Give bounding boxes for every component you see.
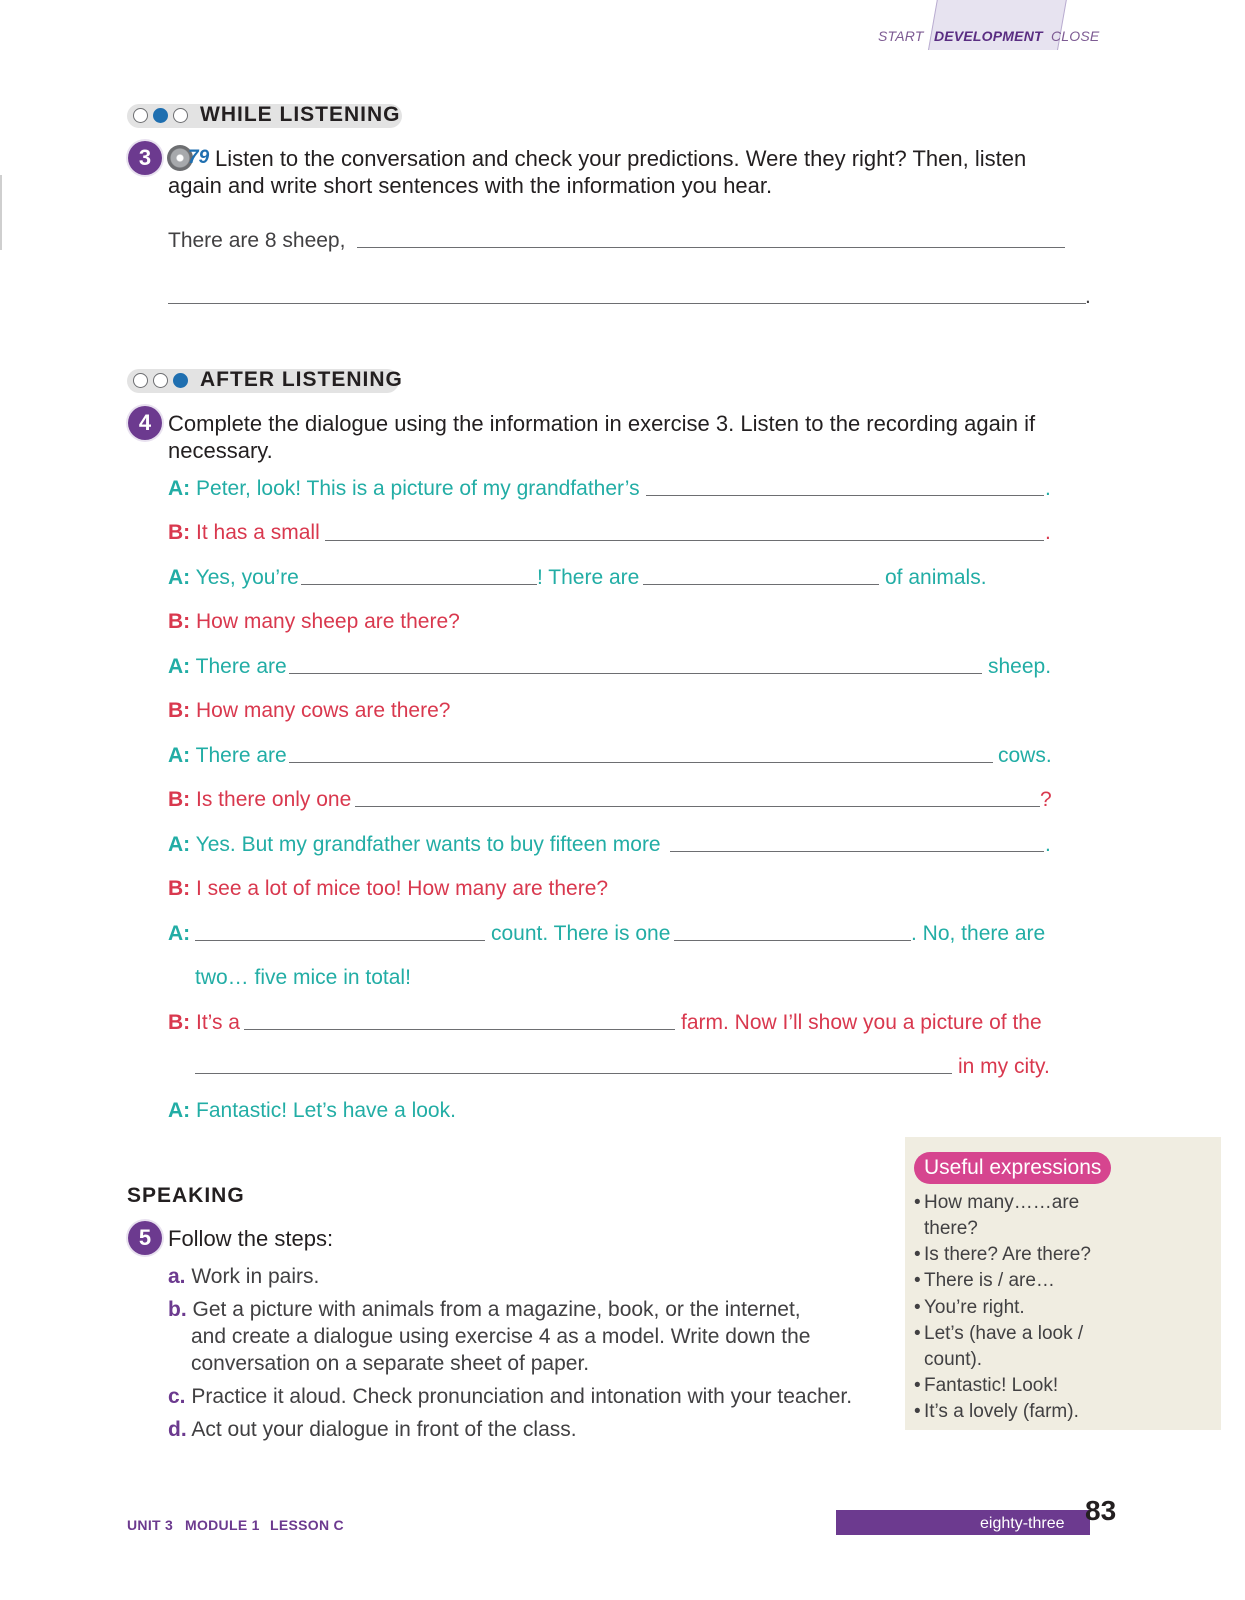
blank-line[interactable] [325,540,1044,541]
step-letter: b. [168,1298,187,1321]
dialogue-text: It has a small [196,521,320,544]
bullet-icon: • [914,1297,921,1318]
speaker-b: B: [168,1011,191,1034]
page-number: 83 [1085,1495,1117,1526]
nav-development[interactable]: DEVELOPMENT [934,28,1043,44]
progress-dot-filled [173,373,188,388]
expression-text: How many……are [924,1192,1080,1213]
dialogue-line [168,655,287,679]
expression-text: You’re right. [924,1297,1025,1318]
step-text: Work in pairs. [191,1265,320,1288]
dialogue-text: Yes, you’re [195,566,299,589]
speaker-a: A: [168,566,191,589]
dialogue-end: of animals. [885,566,987,589]
answer-prompt: There are 8 sheep, [168,229,346,252]
speaker-a: A: [168,477,191,500]
dialogue-line [168,1011,240,1035]
dialogue-line [168,877,608,901]
dialogue-text: It’s a [196,1011,240,1034]
speaker-a: A: [168,744,191,767]
dialogue-text: I see a lot of mice too! How many are there? [196,877,609,900]
exercise-5-instruction: Follow the steps: [168,1226,334,1251]
while-listening-title: WHILE LISTENING [200,103,401,126]
dialogue-line [168,477,640,501]
blank-line[interactable] [195,1073,952,1074]
speaker-b: B: [168,877,191,900]
step-b-line3: conversation on a separate sheet of paper. [191,1352,590,1375]
dialogue-line [168,566,299,590]
dialogue-text: How many cows are there? [196,699,451,722]
nav-close[interactable]: CLOSE [1051,28,1100,44]
step-b [168,1296,801,1323]
dialogue-end: . [1045,521,1051,544]
dialogue-line [168,833,661,857]
exercise-number-4: 4 [128,406,162,440]
exercise-4-instruction-line2: necessary. [168,438,273,463]
dialogue-mid: ! There are [537,566,640,589]
expression-item-cont: count). [924,1349,983,1370]
dialogue-line [168,699,450,723]
speaker-b: B: [168,699,191,722]
step-b-line2: and create a dialogue using exercise 4 as a model. Write down the [191,1325,811,1348]
bullet-icon: • [914,1270,921,1291]
progress-dot-filled [153,108,168,123]
dialogue-end: in my city. [958,1055,1050,1078]
answer-period: . [1085,285,1091,308]
footer-module: MODULE 1 [185,1517,260,1533]
footer-unit: UNIT 3 [127,1517,174,1533]
useful-expressions-title: Useful expressions [914,1152,1111,1184]
progress-dot-empty [133,108,148,123]
speaker-b: B: [168,610,191,633]
progress-dot-empty [153,373,168,388]
dialogue-end: . [1045,833,1051,856]
blank-line[interactable] [289,762,993,763]
answer-line[interactable] [168,303,1086,304]
blank-line[interactable] [643,584,879,585]
blank-line[interactable] [301,584,537,585]
speaker-a: A: [168,833,191,856]
blank-line[interactable] [289,673,982,674]
expression-item [914,1373,1058,1399]
page-number-word: eighty-three [980,1515,1065,1532]
dialogue-end: . No, there are [911,922,1046,945]
expression-text: There is / are… [924,1270,1055,1291]
speaker-b: B: [168,521,191,544]
dialogue-text: Yes. But my grandfather wants to buy fifteen more [195,833,661,856]
expression-text: Let’s (have a look / [924,1323,1084,1344]
expression-item [914,1242,1091,1268]
bullet-icon: • [914,1244,921,1265]
speaker-b: B: [168,788,191,811]
blank-line[interactable] [646,495,1044,496]
dialogue-text: There are [195,655,287,678]
speaker-a: A: [168,922,191,945]
blank-line[interactable] [195,940,485,941]
exercise-number-3: 3 [128,141,162,175]
dialogue-mid: count. There is one [491,922,671,945]
step-letter: c. [168,1385,186,1408]
nav-start[interactable]: START [878,28,924,44]
step-letter: a. [168,1265,186,1288]
blank-line[interactable] [670,851,1044,852]
dialogue-text: Peter, look! This is a picture of my grandfather’s [196,477,640,500]
progress-dot-empty [133,373,148,388]
footer-lesson: LESSON C [270,1517,344,1533]
progress-dot-empty [173,108,188,123]
dialogue-continuation: two… five mice in total! [195,966,411,989]
blank-line[interactable] [355,806,1040,807]
dialogue-line [168,1099,456,1123]
step-text: Get a picture with animals from a magazine, book, or the internet, [192,1298,801,1321]
expression-text: It’s a lovely (farm). [924,1401,1079,1422]
expression-text: Is there? Are there? [924,1244,1091,1265]
dialogue-text: There are [195,744,287,767]
dialogue-text: How many sheep are there? [196,610,460,633]
step-letter: d. [168,1418,187,1441]
expression-item [914,1190,1079,1216]
dialogue-line [168,610,460,634]
dialogue-end: . [1045,477,1051,500]
exercise-4-instruction-line1: Complete the dialogue using the information in exercise 3. Listen to the recording again if [168,411,1036,436]
blank-line[interactable] [244,1029,675,1030]
dialogue-text: Is there only one [196,788,352,811]
dialogue-line [168,788,351,812]
speaking-title: SPEAKING [127,1184,245,1207]
step-text: Act out your dialogue in front of the class. [191,1418,577,1441]
bullet-icon: • [914,1323,921,1344]
dialogue-line [168,521,320,545]
expression-item [914,1295,1025,1321]
step-c [168,1383,852,1410]
dialogue-mid: farm. Now I’ll show you a picture of the [681,1011,1042,1034]
speaker-a: A: [168,1099,191,1122]
exercise-3-instruction-line1: Listen to the conversation and check your predictions. Were they right? Then, listen [215,146,1027,171]
after-listening-title: AFTER LISTENING [200,368,403,391]
expression-text: Fantastic! Look! [924,1375,1059,1396]
expression-item [914,1268,1055,1294]
speaker-a: A: [168,655,191,678]
exercise-3-instruction-line2: again and write short sentences with the information you hear. [168,173,773,198]
exercise-number-5: 5 [128,1221,162,1255]
bullet-icon: • [914,1401,921,1422]
dialogue-line [168,744,287,768]
dialogue-text: Fantastic! Let’s have a look. [196,1099,456,1122]
page-edge-mark [0,175,2,250]
step-text: Practice it aloud. Check pronunciation and intonation with your teacher. [191,1385,853,1408]
blank-line[interactable] [674,940,911,941]
expression-item [914,1399,1079,1425]
dialogue-end: cows. [998,744,1052,767]
bullet-icon: • [914,1192,921,1213]
step-a [168,1263,319,1290]
bullet-icon: • [914,1375,921,1396]
dialogue-end: sheep. [988,655,1052,678]
expression-item [914,1321,1083,1347]
audio-track-number[interactable]: 79 [188,147,210,168]
expression-item-cont: there? [924,1218,978,1239]
dialogue-end: ? [1040,788,1052,811]
answer-line[interactable] [357,247,1065,248]
step-d [168,1416,577,1443]
